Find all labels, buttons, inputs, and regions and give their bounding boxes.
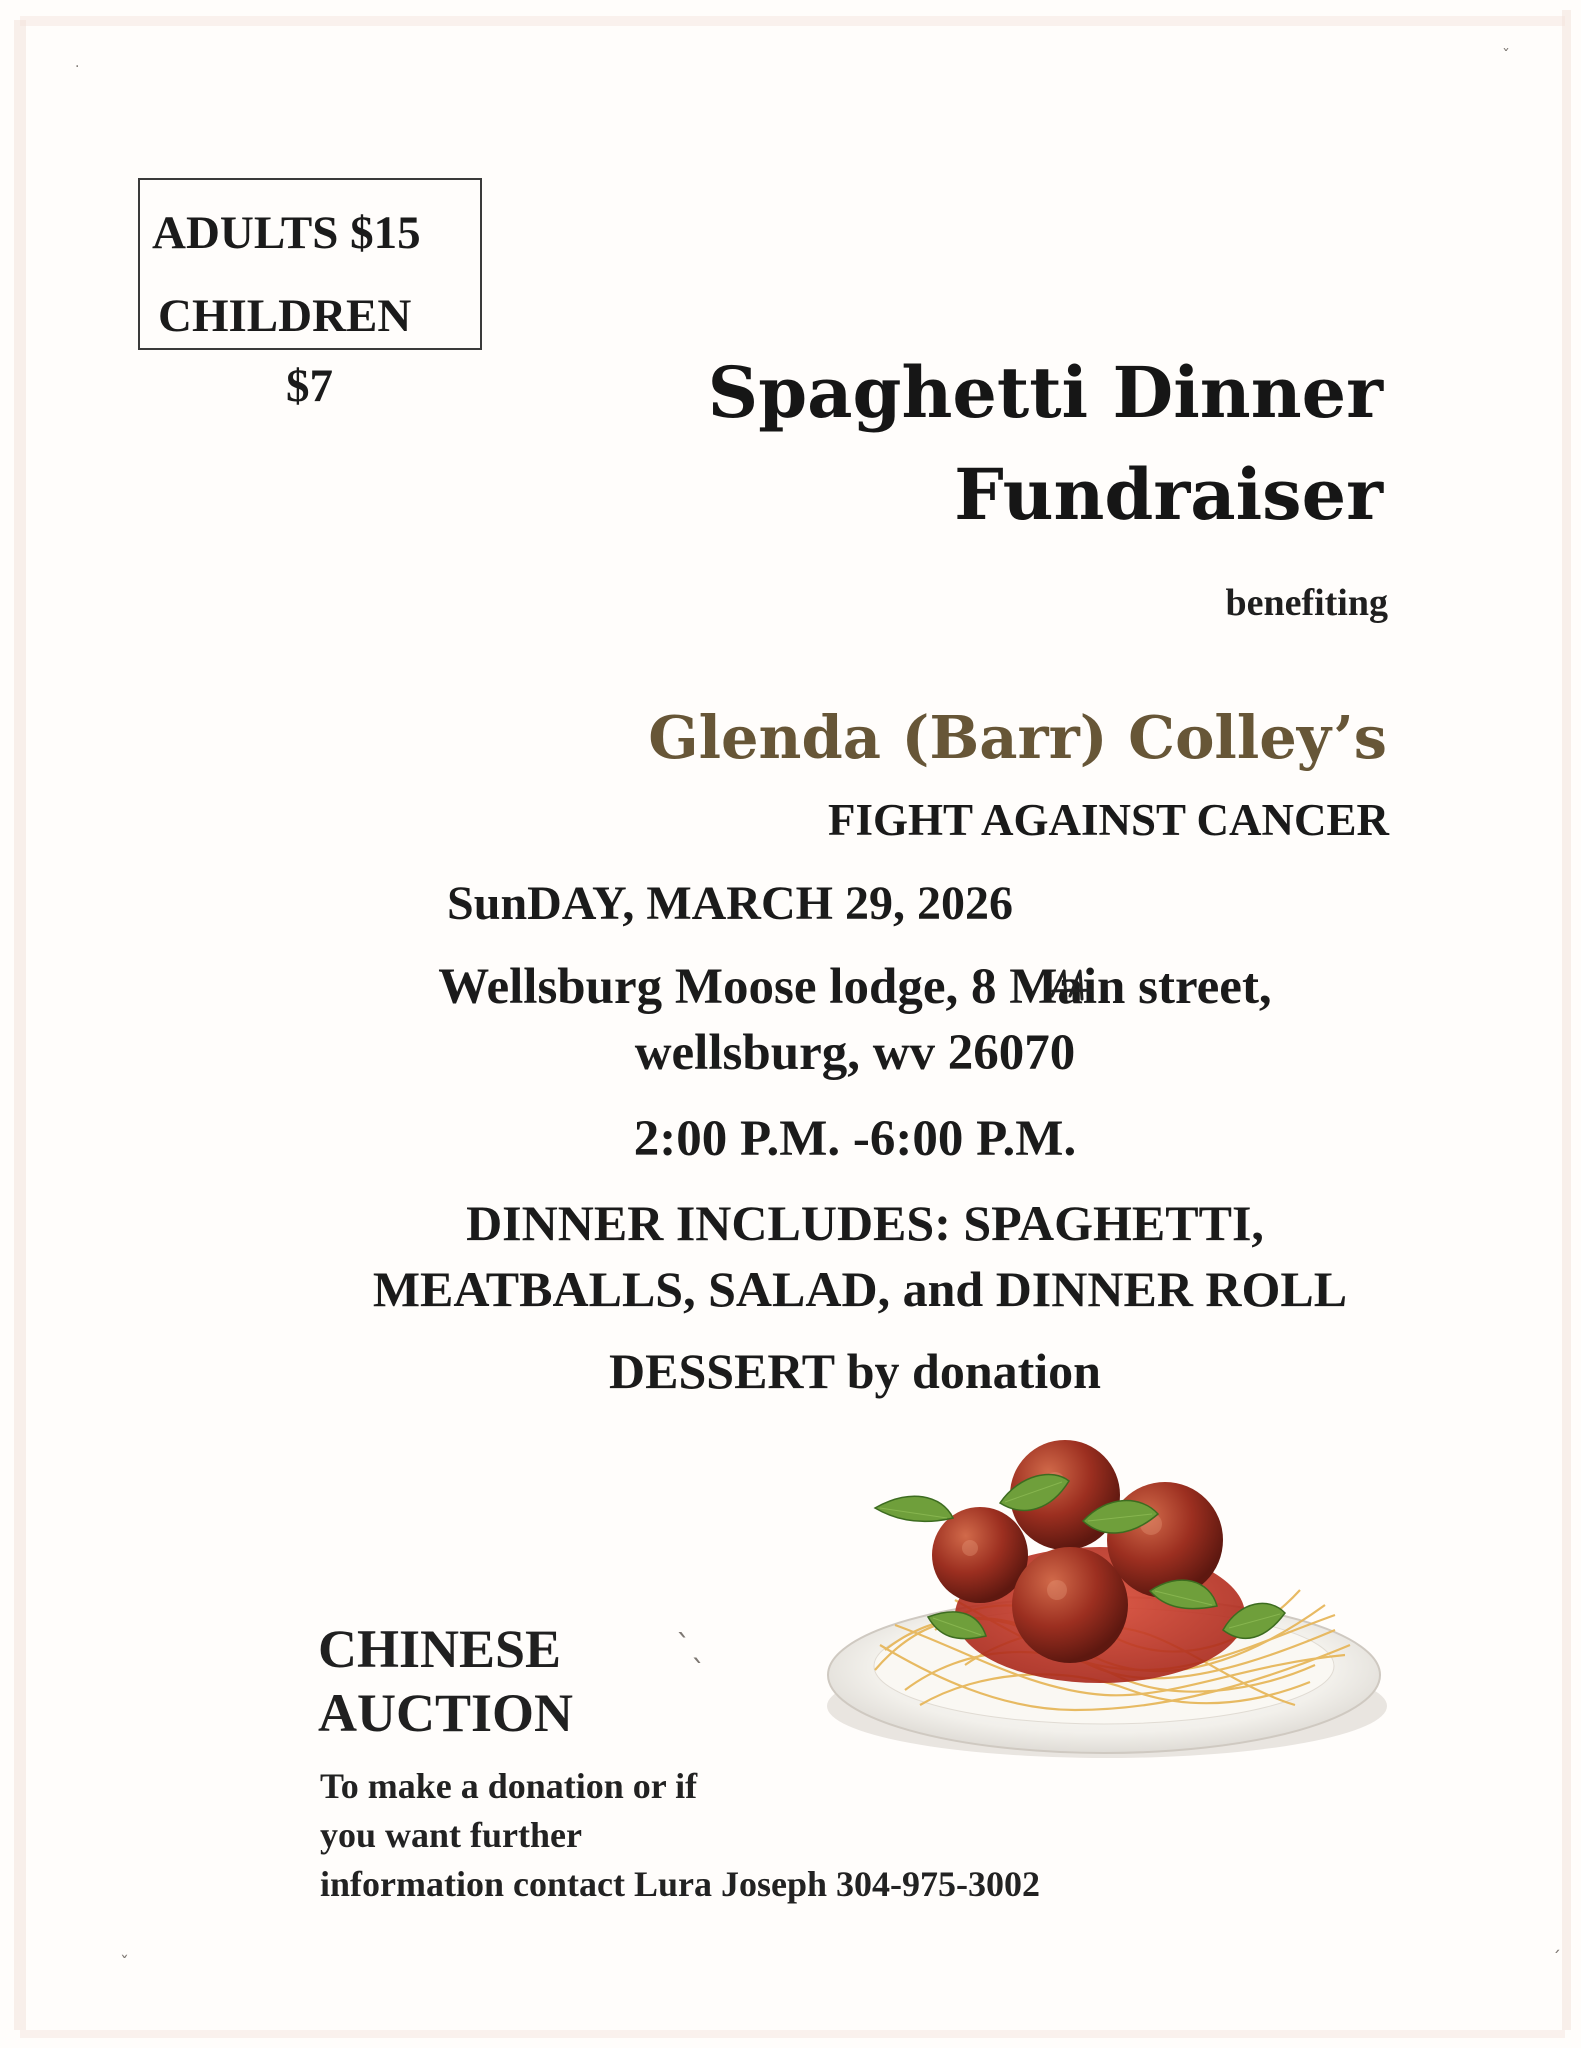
event-date: SunDAY, MARCH 29, 2026 [447, 877, 1013, 930]
scan-mark-bottom-right: ˏ [1552, 1933, 1561, 1954]
scan-edge-bottom [20, 2030, 1565, 2038]
scan-edge-left [14, 20, 26, 2030]
menu-line-2: MEATBALLS, SALAD, and DINNER ROLL [372, 1261, 1348, 1317]
handwritten-44-icon [1049, 966, 1093, 1010]
auction-line-1: CHINESE [318, 1619, 562, 1679]
scan-edge-right [1562, 10, 1571, 2030]
beneficiary-name: Glenda (Barr) Colley’s [648, 703, 1387, 772]
contact-line-3: information contact Lura Joseph 304-975-3002 [320, 1864, 1040, 1904]
contact-line-1: To make a donation or if [320, 1766, 698, 1806]
flyer-title-line-2: Fundraiser [954, 453, 1383, 536]
children-label: CHILDREN [158, 290, 412, 342]
scan-edge-top [20, 16, 1565, 26]
adult-price: ADULTS $15 [152, 207, 421, 259]
spaghetti-meatballs-plate-icon [815, 1420, 1393, 1762]
scan-mark-middle: ˋˎ [676, 1629, 706, 1664]
beneficiary-cause: FIGHT AGAINST CANCER [828, 795, 1389, 845]
benefiting-label: benefiting [1225, 582, 1388, 624]
scan-mark-bottom-left: ˇ [120, 1953, 129, 1974]
event-address-line-2: wellsburg, wv 26070 [634, 1025, 1076, 1081]
scan-mark-top-right: ˇ [1502, 46, 1510, 65]
auction-line-2: AUCTION [318, 1683, 574, 1743]
menu-line-1: DINNER INCLUDES: SPAGHETTI, [466, 1195, 1264, 1251]
flyer-title-line-1: Spaghetti Dinner [707, 351, 1383, 434]
dessert-line: DESSERT by donation [609, 1343, 1101, 1399]
event-address-line-1: Wellsburg Moose lodge, 8 Main street, [438, 959, 1272, 1015]
contact-line-2: you want further [320, 1815, 582, 1855]
scan-mark-top-left: · [75, 59, 80, 75]
children-price: $7 [286, 360, 333, 412]
event-time: 2:00 P.M. -6:00 P.M. [633, 1111, 1077, 1167]
